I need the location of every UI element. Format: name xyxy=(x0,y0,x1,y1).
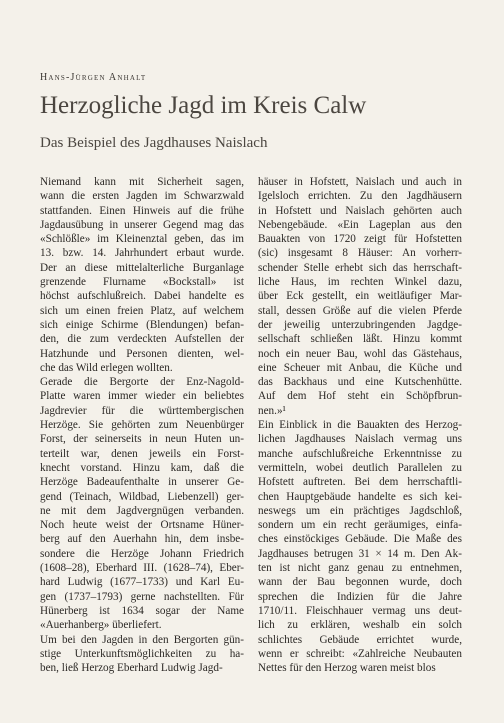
text-line: Um bei den Jagden in den Bergorten gün- xyxy=(40,633,244,646)
text-line: liche Haus, im rechten Winkel dazu, xyxy=(258,276,462,289)
text-line: grenzende Flurname «Bockstall» ist xyxy=(40,276,244,289)
text-line: Bauakten von 1720 zeigt für Hofstetten xyxy=(258,233,462,246)
text-line: sondern um ein recht geräumiges, einfa- xyxy=(258,519,462,532)
text-line: neswegs um ein prächtiges Jagdschloß, xyxy=(258,504,462,517)
text-line: häuser in Hofstett, Naislach und auch in xyxy=(258,176,462,188)
text-line: knecht vorstand. Hinzu kam, daß die xyxy=(40,461,244,474)
text-line: Platte waren immer wieder ein beliebtes xyxy=(40,390,244,403)
text-line: vermitteln, wobei deutlich Parallelen zu xyxy=(258,461,462,474)
text-line: «Schlößle» im Kleinenztal geben, das im xyxy=(40,233,244,246)
text-line: ben, ließ Herzog Eberhard Ludwig Jagd- xyxy=(40,662,223,675)
text-line: Nebengebäude. «Ein Lageplan aus den xyxy=(258,218,462,231)
text-line: Jagdausübung in unserer Gegend mag das xyxy=(40,218,244,231)
text-line: Hünerberg ist 1634 sogar der Name xyxy=(40,604,244,617)
text-line: chen Hauptgebäude handelte es sich kei- xyxy=(258,490,462,503)
text-line: ne mit dem Jagdvergnügen verbanden. xyxy=(40,504,244,517)
article-title: Herzogliche Jagd im Kreis Calw xyxy=(40,92,367,119)
text-line: che das Wild erlegen wollten. xyxy=(40,361,173,374)
text-line: gen (1737–1793) gerne nachstellten. Für xyxy=(40,590,244,603)
text-line: stattfanden. Einen Hinweis auf die frühe xyxy=(40,204,244,217)
text-column-right xyxy=(258,175,462,675)
text-line: Hofstett auftreten. Bei dem herrschaftli- xyxy=(258,476,462,489)
text-line: Jagdrevier für die württembergischen xyxy=(40,404,244,417)
text-line: ten ist nicht ganz genau zu entnehmen, xyxy=(258,562,462,575)
text-line: Der an diese mittelalterliche Burganlage xyxy=(40,261,244,274)
text-line: berg auf den Auerhahn hin, dem insbe- xyxy=(40,533,244,546)
text-line: ches einstöckiges Gebäude. Die Maße des xyxy=(258,533,462,546)
text-line: Gerade die Bergorte der Enz-Nagold- xyxy=(40,376,244,389)
text-line: noch ein neuer Bau, wohl das Gästehaus, xyxy=(258,347,462,360)
text-line: (sic) insgesamt 8 Häuser: An vorherr- xyxy=(258,247,462,260)
text-line: Auf dem Hof steht ein Schöpfbrun- xyxy=(258,390,462,403)
text-line: «Auerhanberg» überliefert. xyxy=(40,619,162,632)
text-line: Noch heute weist der Ortsname Hüner- xyxy=(40,519,244,532)
text-line: über Eck gestellt, ein weitläufiger Mar- xyxy=(258,290,462,303)
text-line: Herzöge Badeaufenthalte in unserer Ge- xyxy=(40,476,244,489)
text-column-left xyxy=(40,175,244,675)
text-line: wann der Bau begonnen wurde, doch xyxy=(258,576,462,589)
text-line: eine Scheuer mit Anbau, die Küche und xyxy=(258,361,462,374)
text-line: Ein Einblick in die Bauakten des Herzog- xyxy=(258,419,462,432)
text-line: Jagdhauses betrugen 31 × 14 m. Den Ak- xyxy=(258,547,462,560)
text-line: gend (Teinach, Wildbad, Liebenzell) ger- xyxy=(40,490,244,503)
article-subtitle: Das Beispiel des Jagdhauses Naislach xyxy=(40,135,268,151)
text-line: stige Unterkunftsmöglichkeiten zu ha- xyxy=(40,647,244,660)
text-line: 13. bzw. 14. Jahrhundert erbaut wurde. xyxy=(40,247,244,260)
text-line: Forst, der seinerseits in neun Huten un- xyxy=(40,433,244,446)
text-line: (1608–28), Eberhard III. (1628–74), Eber- xyxy=(40,562,244,575)
text-line: Niemand kann mit Sicherheit sagen, xyxy=(40,176,244,188)
text-line: in Hofstett und Naislach gehörten auch xyxy=(258,204,462,217)
text-line: den, die zum verdeckten Aufstellen der xyxy=(40,333,244,346)
text-line: wann die ersten Jagden im Schwarzwald xyxy=(40,190,244,203)
text-line: schlichtes Gebäude errichtet wurde, xyxy=(258,633,462,646)
text-line: nen.»¹ xyxy=(258,404,286,417)
text-line: Nettes für den Herzog waren meist blos xyxy=(258,662,436,675)
text-line: hard Ludwig (1677–1733) und Karl Eu- xyxy=(40,576,244,589)
text-line: schender Stelle erhebt sich das herrschaft- xyxy=(258,261,462,274)
text-line: der jeweilig unterzubringenden Jagdge- xyxy=(258,318,462,331)
text-line: wenn er schreibt: «Zahlreiche Neubauten xyxy=(258,647,462,660)
text-line: lich zu erklären, weshalb ein solch xyxy=(258,619,462,632)
text-line: 1710/11. Fleischhauer vermag uns deut- xyxy=(258,604,462,617)
text-line: lichen Jagdhauses Naislach vermag uns xyxy=(258,433,462,446)
text-line: sondere die Herzöge Johann Friedrich xyxy=(40,547,244,560)
text-line: sich um einen freien Platz, auf welchem xyxy=(40,304,244,317)
text-line: Hatzhunde und Personen dienten, wel- xyxy=(40,347,244,360)
text-line: manche aufschlußreiche Erkenntnisse zu xyxy=(258,447,462,460)
text-line: sprechen die Indizien für die Jahre xyxy=(258,590,462,603)
text-line: terteilt war, denen jeweils ein Forst- xyxy=(40,447,244,460)
text-line: Herzöge. Sie gehörten zum Neuenbürger xyxy=(40,419,244,432)
author-name: Hans-Jürgen Anhalt xyxy=(40,72,147,83)
text-line: sellschaft schließen läßt. Hinzu kommt xyxy=(258,333,462,346)
text-line: stall, dessen Größe auf die vielen Pferde xyxy=(258,304,462,317)
text-line: Igelsloch errichten. Zu den Jagdhäusern xyxy=(258,190,462,203)
text-line: sich einige Schirme (Blendungen) befan- xyxy=(40,318,244,331)
text-line: das Backhaus und eine Kutschenhütte. xyxy=(258,376,462,389)
text-line: höchst aufschlußreich. Dabei handelte es xyxy=(40,290,244,303)
